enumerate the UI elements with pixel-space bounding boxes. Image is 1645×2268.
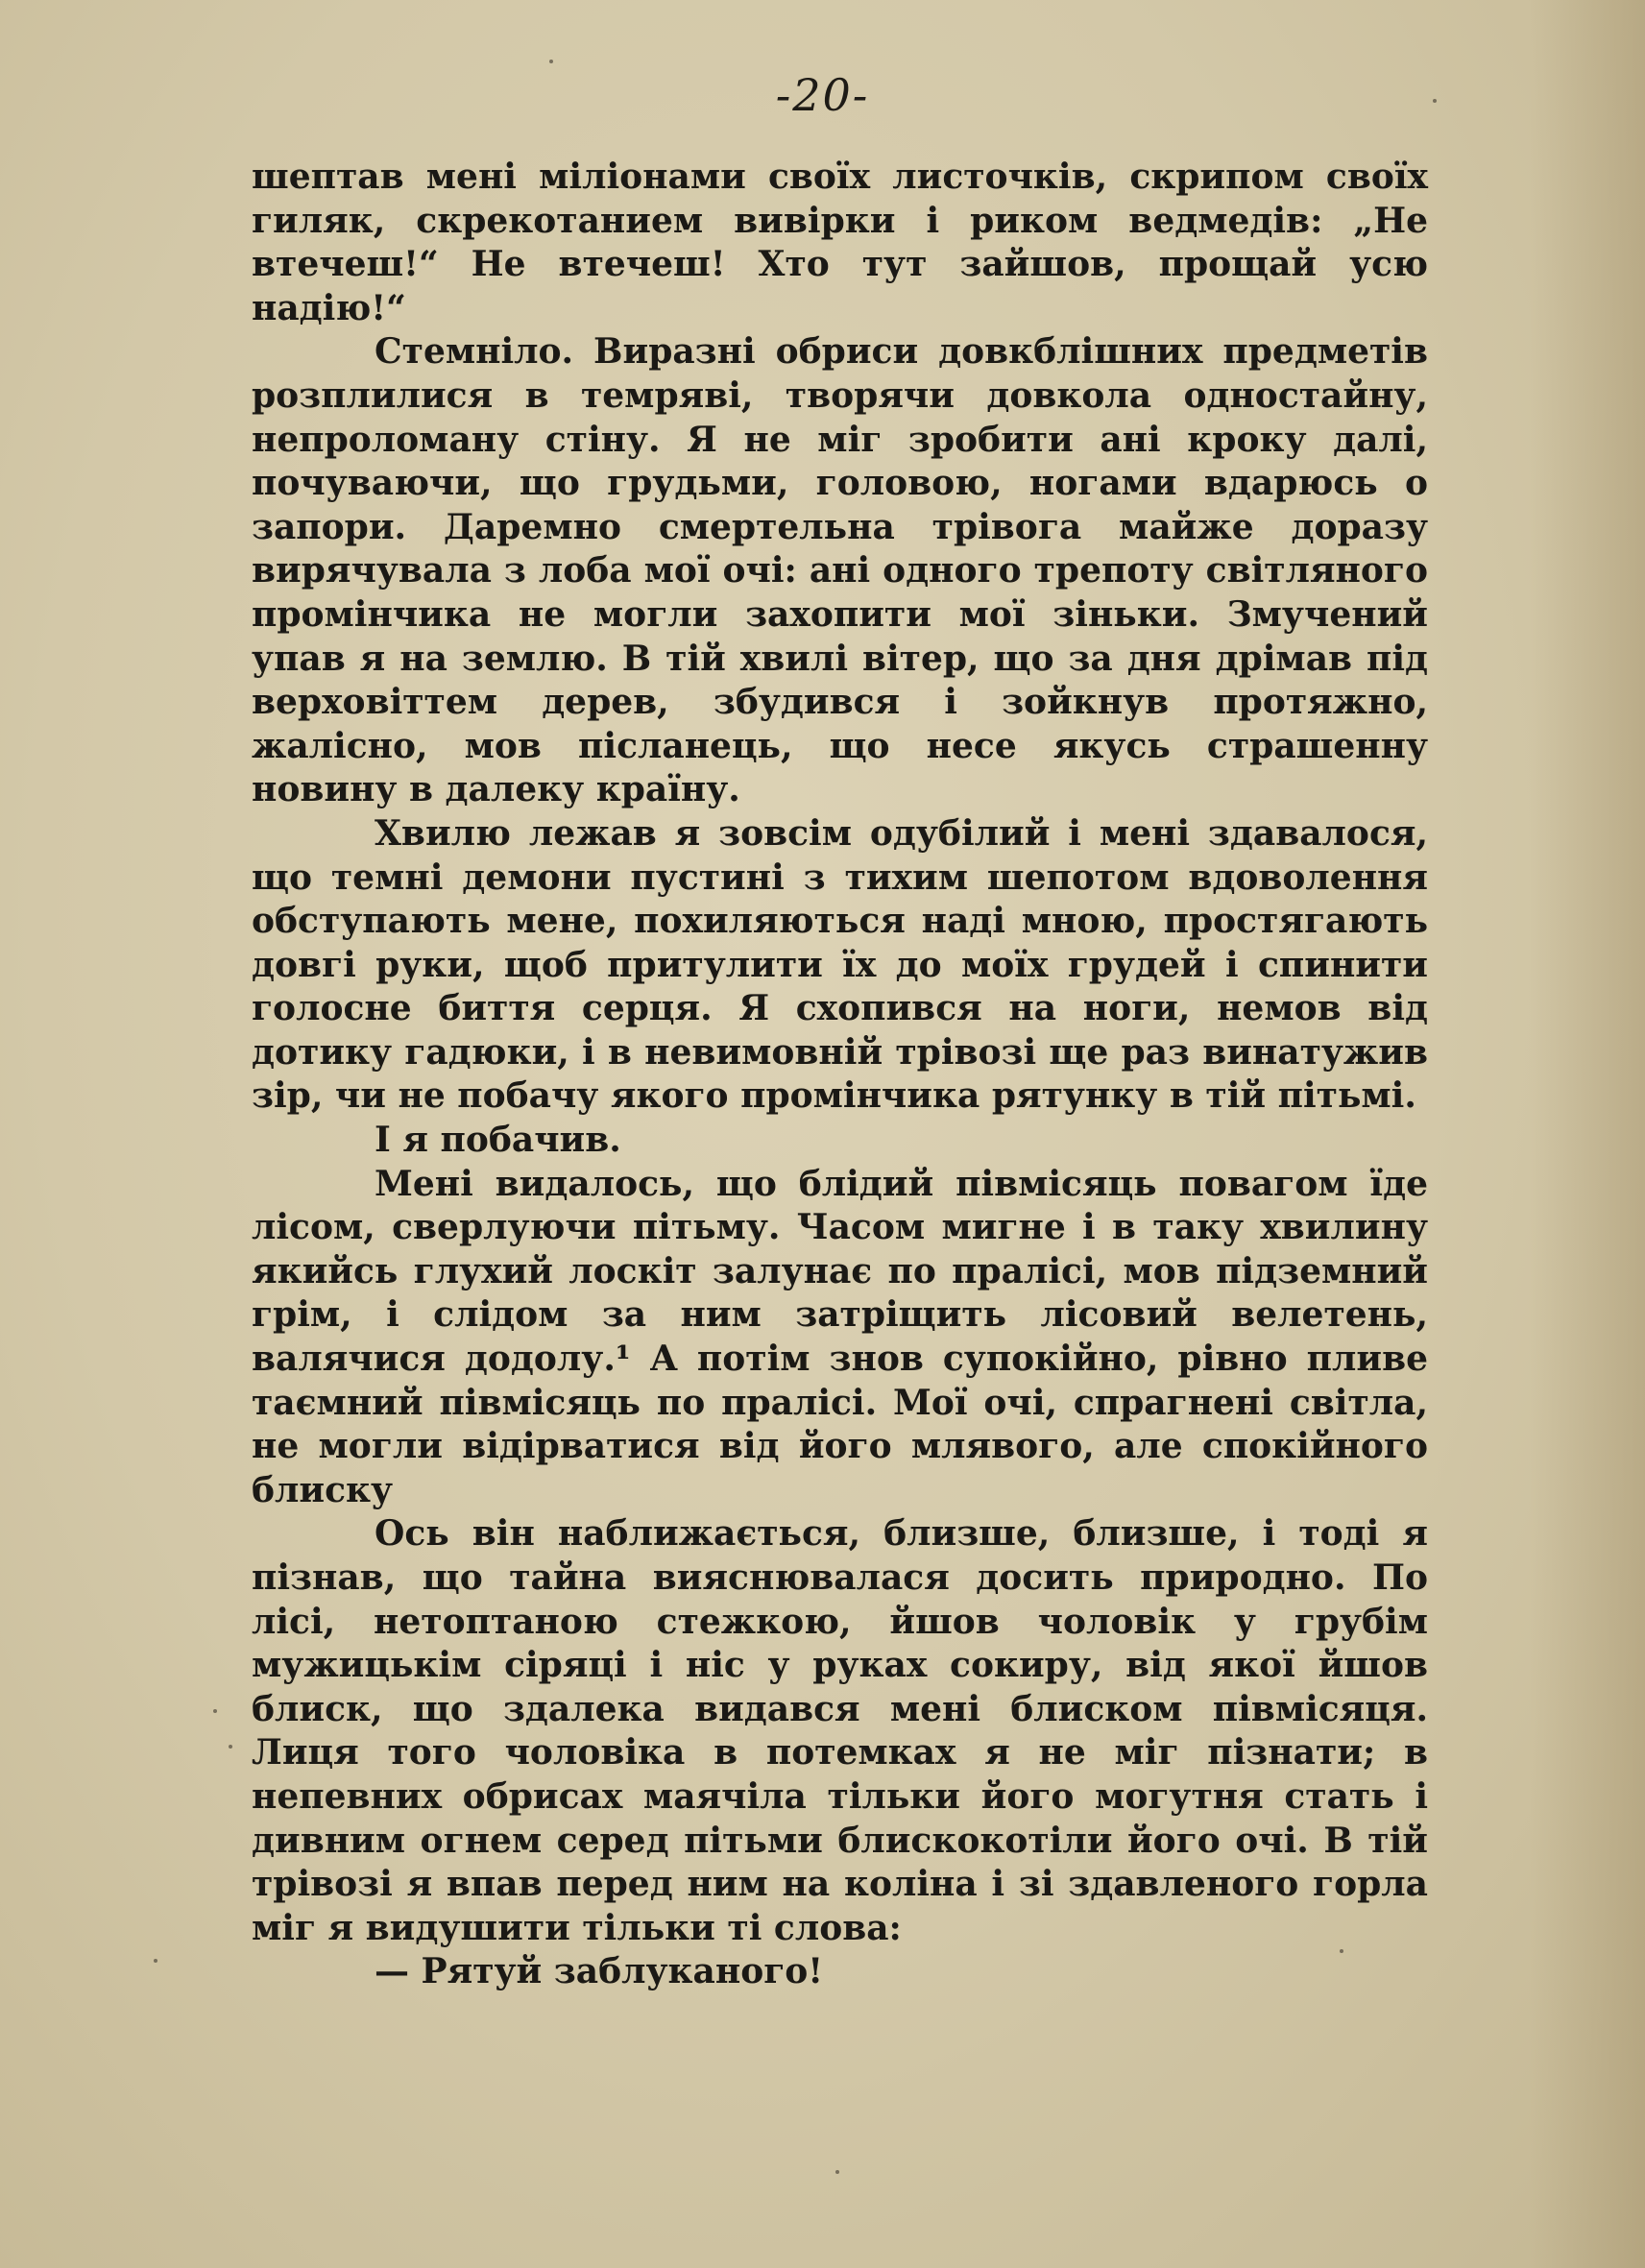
dialogue-line: — Рятуй заблуканого!	[375, 1951, 824, 1992]
page-edge-shadow	[1530, 0, 1645, 2268]
body-text	[252, 156, 1428, 1994]
paragraph: Хвилю лежав я зовсім одубілий і мені здавалося, що темні демони пустині з тихим шепотом вдоволення обступають мене, похиляються наді мною, простягають довгі руки, щоб притулити їх до моїх грудей і спинити голосне биття серця. Я схопився на ноги, немов від дотику гадюки, і в невимовній трівозі ще раз винатужив зір, чи не побачу якого промінчика рятунку в тій пітьмі.	[252, 812, 1428, 1117]
paper-speck	[213, 1709, 217, 1713]
page-number: -20-	[775, 69, 870, 121]
paper-speck	[549, 60, 553, 63]
paragraph: Стемніло. Виразні обриси довкблішних предметів розплилися в темряві, творячи довкола одностайну, непроломану стіну. Я не міг зробити ані кроку далі, почуваючи, що грудьми, головою, ногами вдарюсь о запори. Даремно смертельна трівога майже доразу вирячувала з лоба мої очі: ані одного трепоту світляного промінчика не могли захопити мої зіньки. Змучений упав я на землю. В тій хвилі вітер, що за дня дрімав під верховіттем дерев, збудився і зойкнув протяжно, жалісно, мов післанець, що несе якусь страшенну новину в далеку країну.	[252, 331, 1428, 810]
paper-speck	[154, 1959, 157, 1963]
paragraph: Ось він наближається, близше, близше, і тоді я пізнав, що тайна вияснювалася досить природно. По лісі, нетоптаною стежкою, йшов чоловік у грубім мужицькім сіряці і ніс у руках сокиру, від якої йшов блиск, що здалека видався мені блиском півмісяця. Лиця того чоловіка в потемках я не міг пізнати; в непевних обрисах маячіла тільки його могутня стать і дивним огнем серед пітьми блискокотіли його очі. В тій трівозі я впав перед ним на коліна і зі здавленого горла міг я видушити тільки ті слова:	[252, 1513, 1428, 1948]
paper-speck	[835, 2170, 839, 2174]
paragraph: І я побачив.	[375, 1120, 621, 1161]
paragraph: Мені видалось, що блідий півмісяць повагом їде лісом, сверлуючи пітьму. Часом мигне і в таку хвилину якийсь глухий лоскіт залунає по пралісі, мов підземний грім, і слідом за ним затріщить лісовий велетень, валячися додолу.¹ А потім знов супокійно, рівно пливе таємний півмісяць по пралісі. Мої очі, спрагнені світла, не могли відірватися від його млявого, але спокійного блиску	[252, 1163, 1428, 1510]
paper-speck	[229, 1745, 232, 1749]
paragraph-continuation: шептав мені міліонами своїх листочків, скрипом своїх гиляк, скрекотанием вивірки і риком ведмедів: „Не втечеш!“ Не втечеш! Хто тут зайшов, прощай усю надію!“	[252, 157, 1428, 328]
paper-speck	[1433, 99, 1437, 103]
paper-speck	[1340, 1949, 1343, 1953]
